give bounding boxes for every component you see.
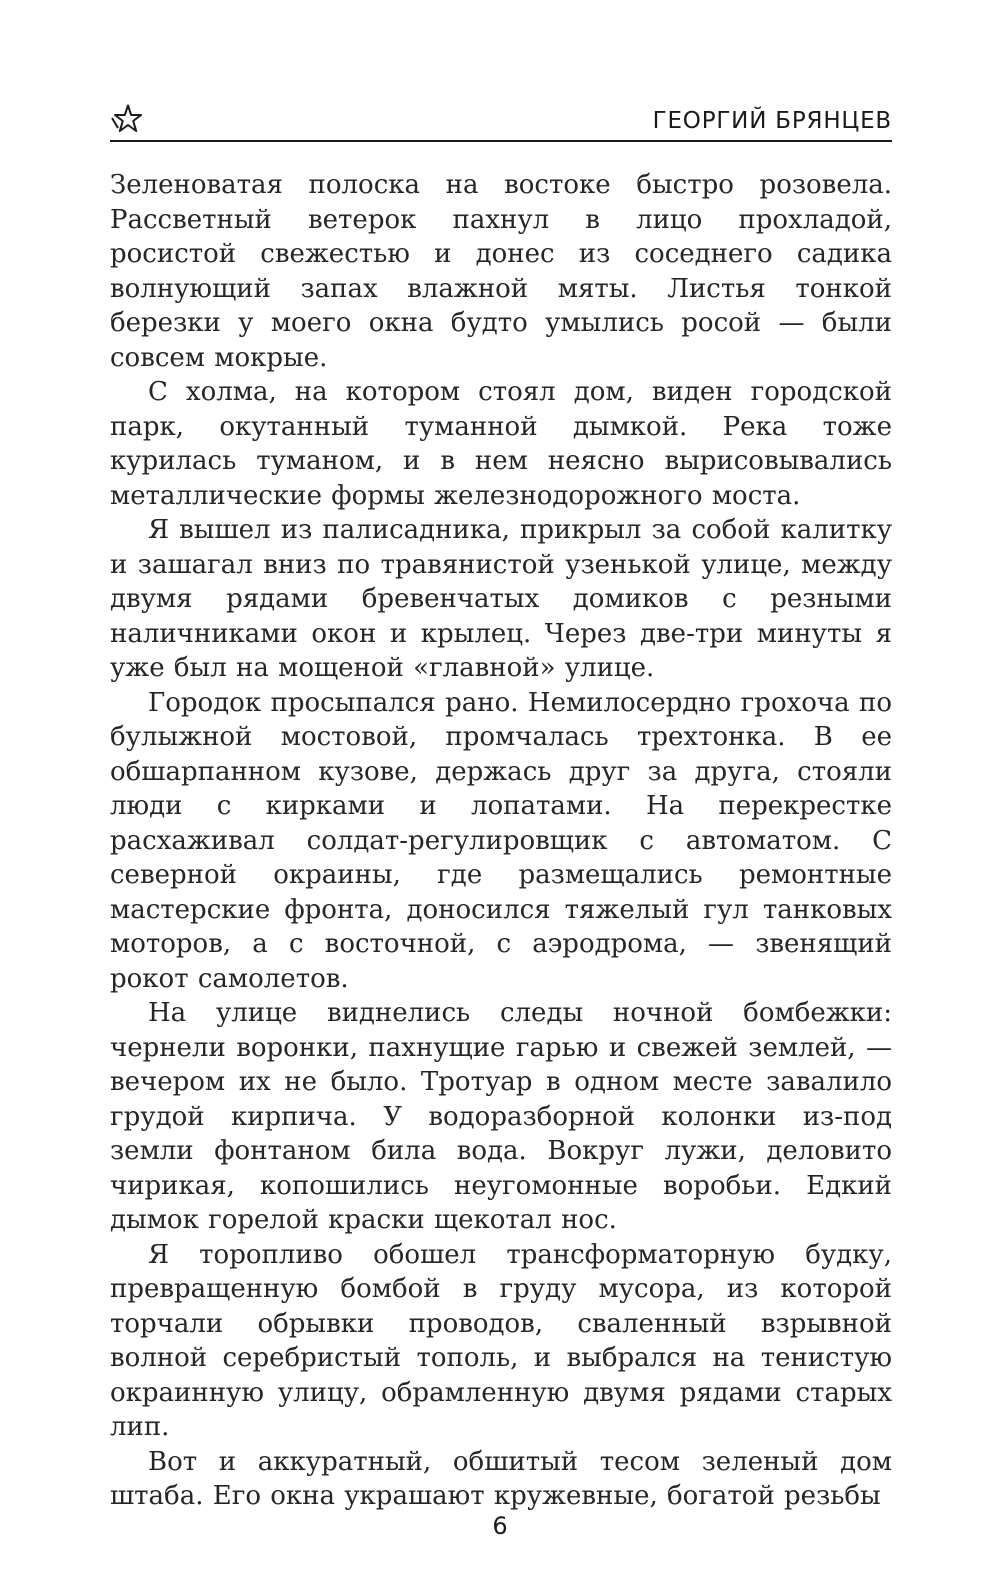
paragraph: Городок просыпался рано. Немилосердно грохоча по булыжной мостовой, промчалась трехтонка. В ее обшарпанном кузове, держась друг за друга, стояли люди с кирками и лопатами. На перекрестке расхаживал солдат-регулировщик с автоматом. С северной окраины, где размещались ремонтные мастерские фронта, доносился тяжелый гул танковых моторов, а с восточной, с аэродрома, — звенящий рокот самолетов. (110, 687, 892, 994)
paragraph: С холма, на котором стоял дом, виден городской парк, окутанный туманной дымкой. Река тоже курилась туманом, и в нем неясно вырисовывались металлические формы железнодорожного моста. (110, 377, 892, 511)
star-outline-icon (110, 104, 144, 134)
paragraph: Зеленоватая полоска на востоке быстро розовела. Рассветный ветерок пахнул в лицо прохладой, росистой свежестью и донес из соседнего садика волнующий запах влажной мяты. Листья тонкой березки у моего окна будто умылись росой — были совсем мокрые. (110, 170, 892, 373)
paragraph: На улице виднелись следы ночной бомбежки: чернели воронки, пахнущие гарью и свежей землей, — вечером их не было. Тротуар в одном месте завалило грудой кирпича. У водоразборной колонки из-под земли фонтаном била вода. Вокруг лужи, деловито чирикая, копошились неугомонные воробьи. Едкий дымок горелой краски щекотал нос. (110, 998, 892, 1235)
paragraph: Я вышел из палисадника, прикрыл за собой калитку и зашагал вниз по травянистой узенькой улице, между двумя рядами бревенчатых домиков с резными наличниками окон и крылец. Через две-три минуты я уже был на мощеной «главной» улице. (110, 515, 892, 683)
paragraph: Вот и аккуратный, обшитый тесом зеленый дом штаба. Его окна украшают кружевные, богатой резьбы (110, 1446, 892, 1511)
page-number: 6 (492, 1512, 508, 1540)
paragraph: Я торопливо обошел трансформаторную будку, превращенную бомбой в груду мусора, из которой торчали обрывки проводов, сваленный взрывной волной серебристый тополь, и выбрался на тенистую окраинную улицу, обрамленную двумя рядами старых лип. (110, 1239, 892, 1442)
running-title: ГЕОРГИЙ БРЯНЦЕВ (652, 108, 892, 134)
running-head (110, 100, 892, 142)
body-text (110, 168, 892, 1514)
